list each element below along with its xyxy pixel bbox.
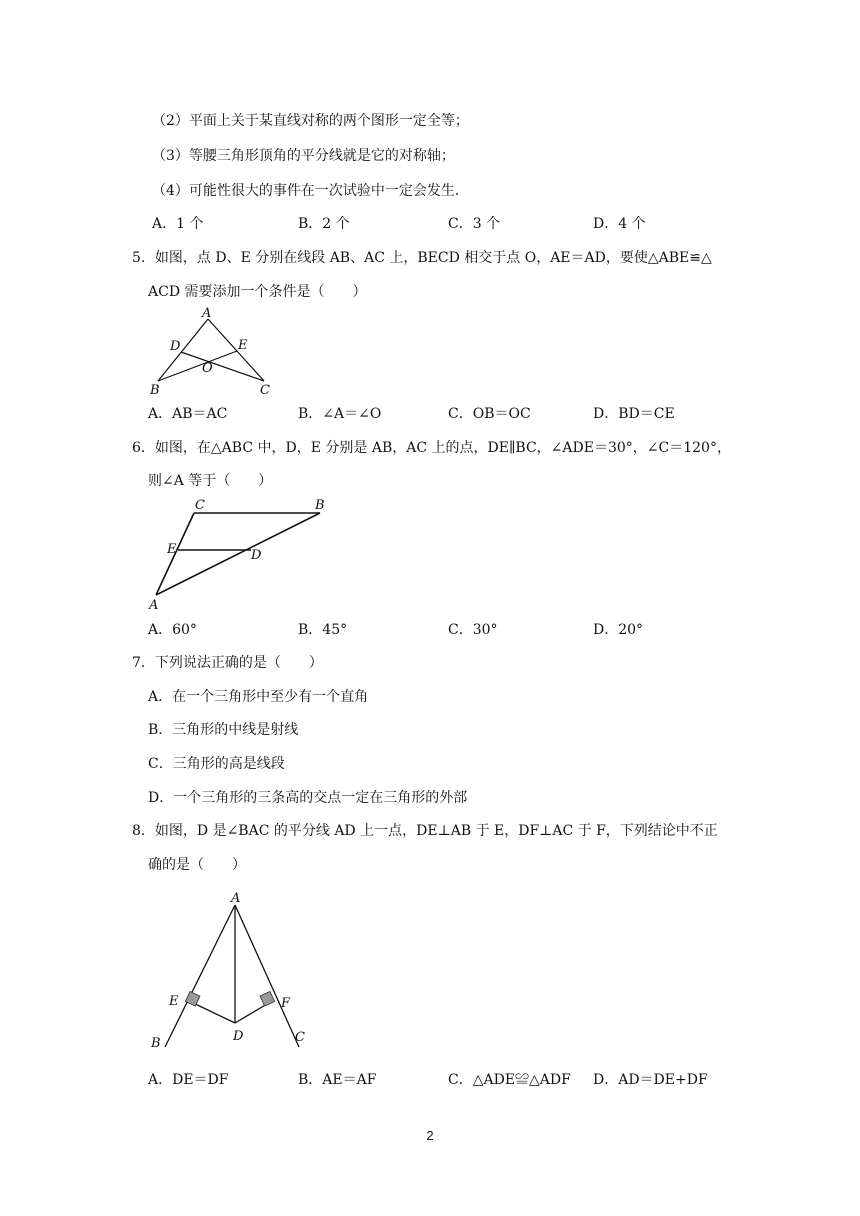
- q6-stem-line1: 6．如图，在△ABC 中，D，E 分别是 AB，AC 上的点，DE∥BC，∠ADE＝30°，∠C＝120°，: [132, 440, 731, 456]
- q5-option-a: A．AB＝AC: [148, 406, 228, 422]
- q8-label-c: C: [295, 1030, 305, 1045]
- q5-figure: [140, 305, 285, 400]
- q6-option-b: B．45°: [298, 622, 348, 638]
- q8-right-angle-f: [260, 991, 275, 1006]
- q8-figure: [145, 885, 325, 1055]
- q4-statement-2: （2）平面上关于某直线对称的两个图形一定全等；: [152, 113, 469, 129]
- q8-label-e: E: [169, 994, 179, 1009]
- q5-stem-line2: ACD 需要添加一个条件是（ ）: [148, 284, 367, 300]
- q7-option-b: B．三角形的中线是射线: [148, 722, 299, 738]
- q5-label-b: B: [150, 383, 160, 398]
- q5-option-d: D．BD＝CE: [593, 406, 675, 422]
- q5-label-e: E: [238, 338, 248, 353]
- q4-option-d: D．4 个: [593, 216, 646, 232]
- q8-stem-line1: 8．如图，D 是∠BAC 的平分线 AD 上一点，DE⊥AB 于 E，DF⊥AC 于 F，下列结论中不正: [132, 823, 718, 839]
- q6-label-b: B: [315, 498, 325, 513]
- q6-figure: [140, 495, 340, 615]
- q6-label-d: D: [251, 548, 262, 563]
- q8-right-angle-e: [185, 991, 200, 1006]
- q8-option-d: D．AD＝DE+DF: [593, 1072, 708, 1088]
- q6-stem-line2: 则∠A 等于（ ）: [148, 473, 273, 489]
- q8-label-d: D: [233, 1029, 244, 1044]
- q8-line-ac: [235, 905, 299, 1047]
- q8-label-a: A: [231, 891, 241, 906]
- q8-stem-line2: 确的是（ ）: [148, 857, 246, 873]
- q6-label-a: A: [149, 598, 159, 613]
- q6-option-d: D．20°: [593, 622, 644, 638]
- q5-label-o: O: [202, 361, 213, 376]
- q4-statement-3: （3）等腰三角形顶角的平分线就是它的对称轴；: [152, 148, 455, 164]
- q8-label-f: F: [281, 996, 291, 1011]
- q6-label-c: C: [195, 498, 205, 513]
- q5-stem-line1: 5．如图，点 D、E 分别在线段 AB、AC 上，BECD 相交于点 O，AE＝AD，要使△ABE≌△: [132, 250, 712, 266]
- q5-label-c: C: [260, 383, 270, 398]
- q4-option-b: B．2 个: [298, 216, 350, 232]
- q7-stem: 7．下列说法正确的是（ ）: [132, 655, 323, 671]
- page-number: 2: [426, 1128, 434, 1143]
- q8-label-b: B: [151, 1036, 161, 1051]
- q4-option-a: A．1 个: [152, 216, 204, 232]
- q5-option-c: C．OB＝OC: [448, 406, 531, 422]
- q7-option-a: A．在一个三角形中至少有一个直角: [148, 689, 369, 705]
- q6-option-a: A．60°: [148, 622, 197, 638]
- q6-option-c: C．30°: [448, 622, 498, 638]
- q5-label-a: A: [202, 306, 212, 321]
- q7-option-d: D．一个三角形的三条高的交点一定在三角形的外部: [148, 790, 468, 806]
- q8-option-c: C．△ADE≌△ADF: [448, 1072, 571, 1088]
- q6-line-ab: [156, 513, 320, 595]
- q5-label-d: D: [170, 339, 181, 354]
- q8-option-a: A．DE＝DF: [148, 1072, 229, 1088]
- q8-option-b: B．AE＝AF: [298, 1072, 377, 1088]
- q6-label-e: E: [167, 542, 177, 557]
- q4-option-c: C．3 个: [448, 216, 501, 232]
- q8-line-ab: [165, 905, 235, 1047]
- q7-option-c: C．三角形的高是线段: [148, 756, 285, 772]
- q5-option-b: B．∠A＝∠O: [298, 406, 382, 422]
- q4-statement-4: （4）可能性很大的事件在一次试验中一定会发生．: [152, 183, 469, 199]
